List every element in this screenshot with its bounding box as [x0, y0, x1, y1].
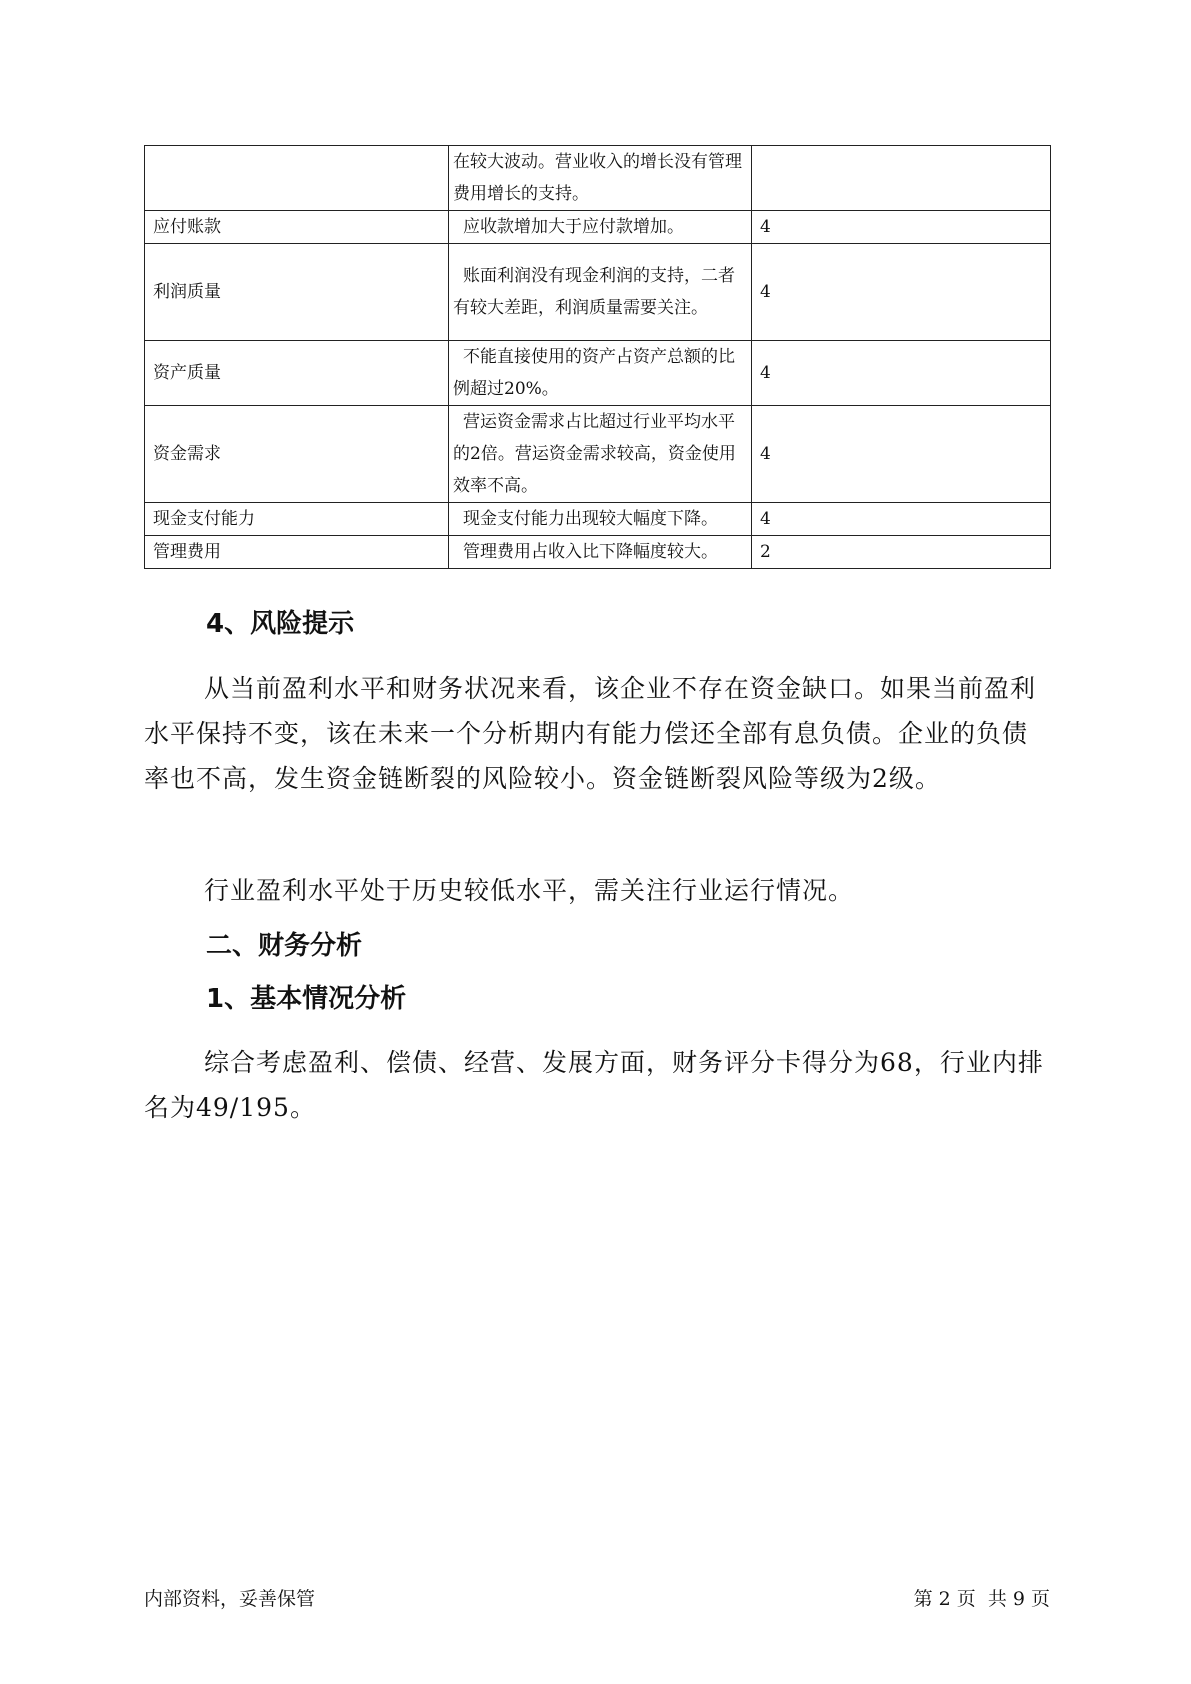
indicator-score: 4 [752, 211, 1051, 244]
table-row [145, 503, 1051, 536]
risk-indicator-table [144, 145, 1051, 569]
indicator-score [752, 146, 1051, 211]
risk-paragraph-1: 从当前盈利水平和财务状况来看，该企业不存在资金缺口。如果当前盈利水平保持不变，该在未来一个分析期内有能力偿还全部有息负债。企业的负债率也不高，发生资金链断裂的风险较小。资金链断裂风险等级为2级。 [144, 674, 1037, 793]
indicator-description: 账面利润没有现金利润的支持，二者有较大差距，利润质量需要关注。 [449, 244, 752, 341]
indicator-score: 4 [752, 406, 1051, 503]
indicator-name [145, 146, 449, 211]
indicator-description: 现金支付能力出现较大幅度下降。 [449, 503, 752, 536]
indicator-name: 现金支付能力 [145, 503, 449, 536]
financial-analysis-heading: 二、财务分析 [206, 931, 363, 961]
indicator-name: 资产质量 [145, 341, 449, 406]
indicator-description: 在较大波动。营业收入的增长没有管理费用增长的支持。 [449, 146, 752, 211]
footer-page-number: 第 2 页 共 9 页 [913, 1588, 1050, 1610]
table-row [145, 244, 1051, 341]
basic-analysis-paragraph: 综合考虑盈利、偿债、经营、发展方面，财务评分卡得分为68，行业内排名为49/195。 [144, 1048, 1044, 1122]
table-row [145, 406, 1051, 503]
indicator-score: 4 [752, 341, 1051, 406]
basic-analysis-heading: 1、基本情况分析 [206, 984, 407, 1014]
table-row [145, 341, 1051, 406]
table-row [145, 211, 1051, 244]
indicator-score: 4 [752, 244, 1051, 341]
indicator-name: 资金需求 [145, 406, 449, 503]
indicator-description: 营运资金需求占比超过行业平均水平的2倍。营运资金需求较高，资金使用效率不高。 [449, 406, 752, 503]
risk-section-heading: 4、风险提示 [206, 609, 355, 639]
indicator-score: 2 [752, 536, 1051, 569]
risk-paragraph-2: 行业盈利水平处于历史较低水平，需关注行业运行情况。 [204, 876, 855, 905]
indicator-name: 利润质量 [145, 244, 449, 341]
indicator-description: 应收款增加大于应付款增加。 [449, 211, 752, 244]
indicator-description: 管理费用占收入比下降幅度较大。 [449, 536, 752, 569]
table-row [145, 536, 1051, 569]
indicator-name: 应付账款 [145, 211, 449, 244]
table-row [145, 146, 1051, 211]
indicator-score: 4 [752, 503, 1051, 536]
indicator-description: 不能直接使用的资产占资产总额的比例超过20%。 [449, 341, 752, 406]
footer-confidential-note: 内部资料，妥善保管 [144, 1588, 316, 1610]
indicator-name: 管理费用 [145, 536, 449, 569]
